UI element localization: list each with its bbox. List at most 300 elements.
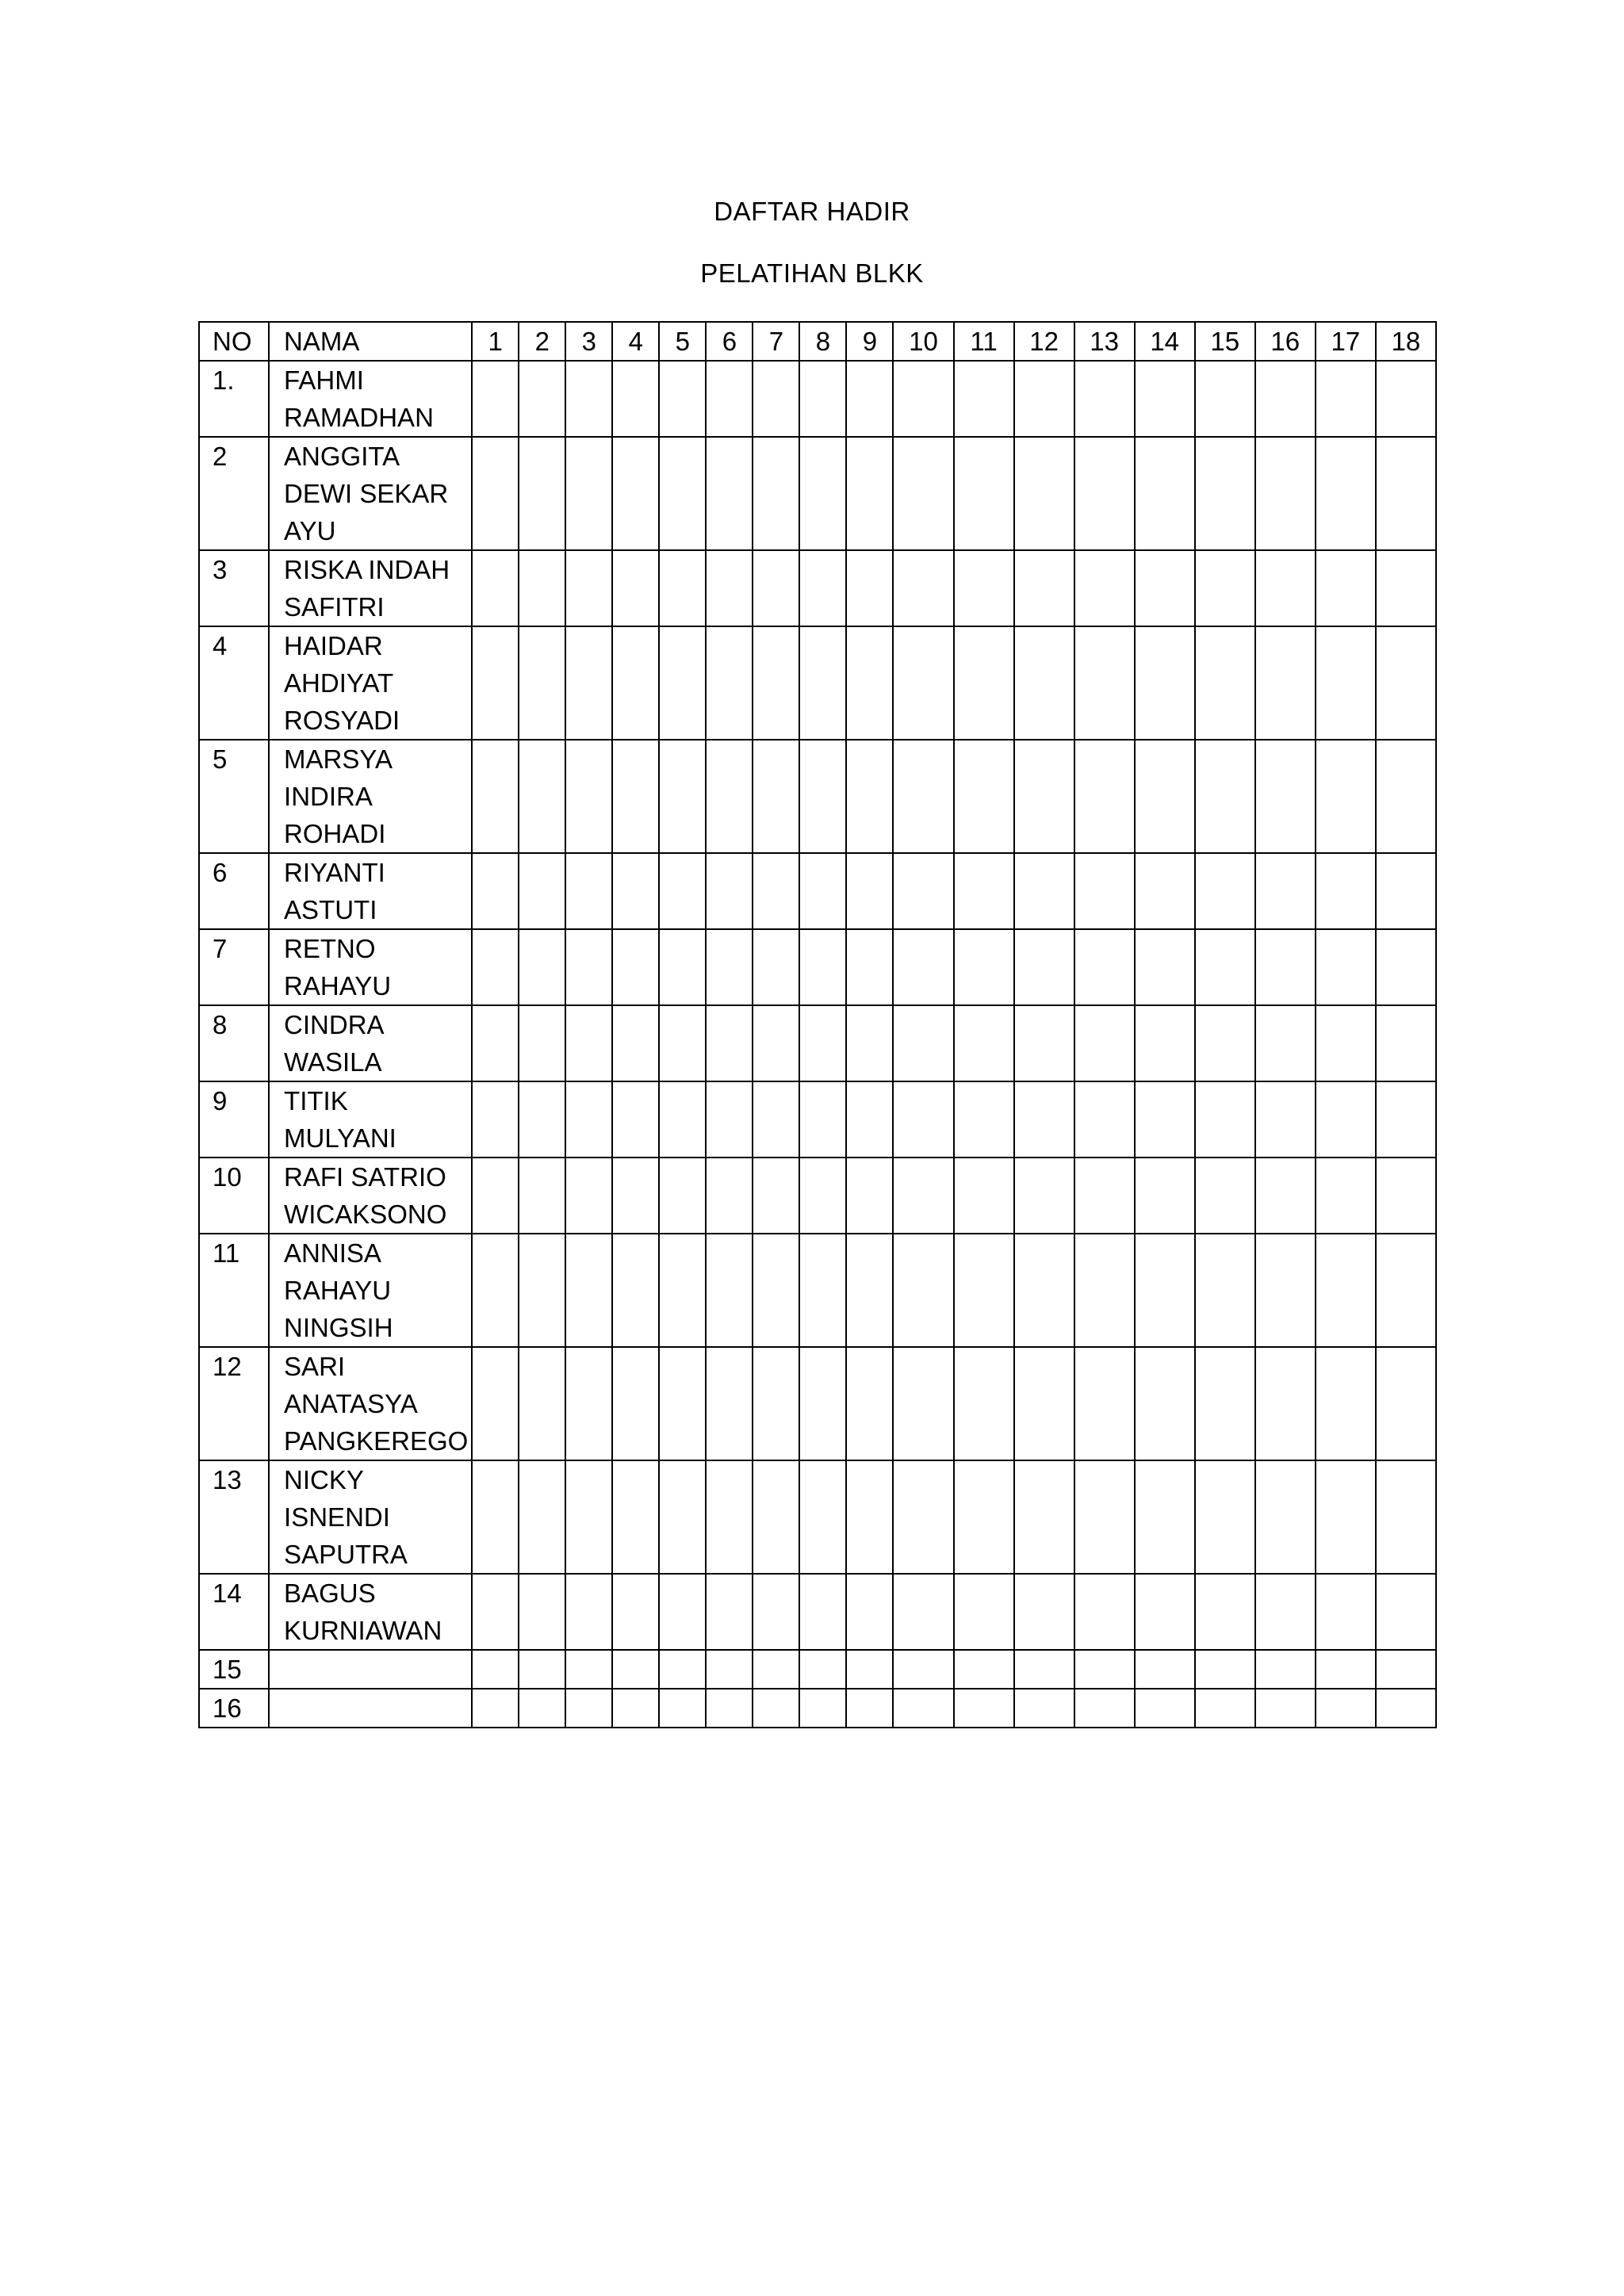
- attendance-cell-day-11[interactable]: [954, 437, 1014, 550]
- attendance-cell-day-2[interactable]: [519, 1081, 565, 1158]
- attendance-cell-day-18[interactable]: [1376, 626, 1436, 740]
- attendance-cell-day-2[interactable]: [519, 1158, 565, 1234]
- attendance-cell-day-8[interactable]: [799, 626, 846, 740]
- attendance-cell-day-14[interactable]: [1135, 1650, 1195, 1689]
- attendance-cell-day-6[interactable]: [706, 626, 753, 740]
- attendance-cell-day-12[interactable]: [1014, 1005, 1074, 1081]
- attendance-cell-day-8[interactable]: [799, 550, 846, 626]
- attendance-cell-day-11[interactable]: [954, 1460, 1014, 1574]
- attendance-cell-day-2[interactable]: [519, 1460, 565, 1574]
- attendance-cell-day-3[interactable]: [565, 1574, 612, 1650]
- attendance-cell-day-18[interactable]: [1376, 1650, 1436, 1689]
- attendance-cell-day-17[interactable]: [1316, 361, 1376, 437]
- attendance-cell-day-14[interactable]: [1135, 1005, 1195, 1081]
- attendance-cell-day-14[interactable]: [1135, 361, 1195, 437]
- attendance-cell-day-9[interactable]: [846, 1005, 893, 1081]
- attendance-cell-day-17[interactable]: [1316, 1081, 1376, 1158]
- attendance-cell-day-5[interactable]: [659, 437, 706, 550]
- attendance-cell-day-7[interactable]: [753, 1234, 799, 1347]
- attendance-cell-day-12[interactable]: [1014, 1158, 1074, 1234]
- attendance-cell-day-9[interactable]: [846, 1460, 893, 1574]
- attendance-cell-day-18[interactable]: [1376, 1347, 1436, 1460]
- attendance-cell-day-18[interactable]: [1376, 361, 1436, 437]
- attendance-cell-day-15[interactable]: [1195, 853, 1255, 929]
- attendance-cell-day-6[interactable]: [706, 1158, 753, 1234]
- attendance-cell-day-16[interactable]: [1255, 740, 1316, 853]
- attendance-cell-day-2[interactable]: [519, 437, 565, 550]
- attendance-cell-day-4[interactable]: [612, 1460, 659, 1574]
- attendance-cell-day-10[interactable]: [893, 1460, 953, 1574]
- attendance-cell-day-12[interactable]: [1014, 361, 1074, 437]
- attendance-cell-day-13[interactable]: [1074, 1005, 1135, 1081]
- attendance-cell-day-7[interactable]: [753, 929, 799, 1005]
- attendance-cell-day-8[interactable]: [799, 1650, 846, 1689]
- attendance-cell-day-1[interactable]: [472, 1574, 519, 1650]
- header-day-5: 5: [659, 322, 706, 361]
- attendance-cell-day-13[interactable]: [1074, 1689, 1135, 1728]
- attendance-cell-day-7[interactable]: [753, 853, 799, 929]
- attendance-cell-day-17[interactable]: [1316, 1574, 1376, 1650]
- attendance-cell-day-4[interactable]: [612, 853, 659, 929]
- attendance-cell-day-13[interactable]: [1074, 1081, 1135, 1158]
- attendance-cell-day-18[interactable]: [1376, 1234, 1436, 1347]
- attendance-cell-day-18[interactable]: [1376, 1460, 1436, 1574]
- attendance-cell-day-3[interactable]: [565, 550, 612, 626]
- attendance-cell-day-3[interactable]: [565, 1689, 612, 1728]
- attendance-cell-day-11[interactable]: [954, 1005, 1014, 1081]
- attendance-cell-day-17[interactable]: [1316, 437, 1376, 550]
- attendance-cell-day-6[interactable]: [706, 1689, 753, 1728]
- attendance-cell-day-8[interactable]: [799, 1234, 846, 1347]
- attendance-cell-day-6[interactable]: [706, 1005, 753, 1081]
- attendance-cell-day-14[interactable]: [1135, 1234, 1195, 1347]
- attendance-cell-day-17[interactable]: [1316, 929, 1376, 1005]
- attendance-cell-day-12[interactable]: [1014, 740, 1074, 853]
- attendance-cell-day-2[interactable]: [519, 1347, 565, 1460]
- attendance-cell-day-8[interactable]: [799, 1081, 846, 1158]
- attendance-cell-day-14[interactable]: [1135, 1347, 1195, 1460]
- attendance-cell-day-3[interactable]: [565, 929, 612, 1005]
- attendance-cell-day-16[interactable]: [1255, 1347, 1316, 1460]
- attendance-cell-day-9[interactable]: [846, 929, 893, 1005]
- attendance-cell-day-15[interactable]: [1195, 929, 1255, 1005]
- attendance-cell-day-10[interactable]: [893, 1347, 953, 1460]
- attendance-cell-day-14[interactable]: [1135, 1158, 1195, 1234]
- attendance-cell-day-12[interactable]: [1014, 1081, 1074, 1158]
- attendance-cell-day-15[interactable]: [1195, 1234, 1255, 1347]
- attendance-cell-day-10[interactable]: [893, 853, 953, 929]
- attendance-cell-day-5[interactable]: [659, 1234, 706, 1347]
- attendance-cell-day-13[interactable]: [1074, 740, 1135, 853]
- attendance-cell-day-18[interactable]: [1376, 1689, 1436, 1728]
- attendance-cell-day-2[interactable]: [519, 1650, 565, 1689]
- header-day-2: 2: [519, 322, 565, 361]
- attendance-cell-day-15[interactable]: [1195, 1005, 1255, 1081]
- attendance-cell-day-11[interactable]: [954, 1158, 1014, 1234]
- attendance-cell-day-15[interactable]: [1195, 1347, 1255, 1460]
- attendance-cell-day-16[interactable]: [1255, 1234, 1316, 1347]
- attendance-cell-day-4[interactable]: [612, 929, 659, 1005]
- attendance-cell-day-6[interactable]: [706, 1234, 753, 1347]
- attendance-cell-day-12[interactable]: [1014, 626, 1074, 740]
- attendance-cell-day-4[interactable]: [612, 361, 659, 437]
- attendance-cell-day-7[interactable]: [753, 740, 799, 853]
- attendance-cell-day-5[interactable]: [659, 550, 706, 626]
- attendance-cell-day-1[interactable]: [472, 1689, 519, 1728]
- attendance-cell-day-7[interactable]: [753, 361, 799, 437]
- attendance-cell-day-9[interactable]: [846, 1574, 893, 1650]
- attendance-cell-day-12[interactable]: [1014, 1347, 1074, 1460]
- attendance-cell-day-7[interactable]: [753, 626, 799, 740]
- attendance-cell-day-14[interactable]: [1135, 1460, 1195, 1574]
- attendance-cell-day-18[interactable]: [1376, 853, 1436, 929]
- attendance-cell-day-11[interactable]: [954, 1081, 1014, 1158]
- attendance-cell-day-13[interactable]: [1074, 626, 1135, 740]
- row-number: 14: [199, 1574, 269, 1650]
- attendance-cell-day-14[interactable]: [1135, 929, 1195, 1005]
- attendance-cell-day-16[interactable]: [1255, 437, 1316, 550]
- attendance-cell-day-6[interactable]: [706, 740, 753, 853]
- attendance-cell-day-4[interactable]: [612, 1158, 659, 1234]
- attendance-cell-day-5[interactable]: [659, 1005, 706, 1081]
- attendance-cell-day-4[interactable]: [612, 1689, 659, 1728]
- attendance-cell-day-16[interactable]: [1255, 626, 1316, 740]
- attendance-cell-day-9[interactable]: [846, 1689, 893, 1728]
- attendance-cell-day-9[interactable]: [846, 550, 893, 626]
- attendance-cell-day-6[interactable]: [706, 1081, 753, 1158]
- attendance-cell-day-11[interactable]: [954, 1234, 1014, 1347]
- attendance-cell-day-14[interactable]: [1135, 853, 1195, 929]
- attendance-cell-day-1[interactable]: [472, 1005, 519, 1081]
- attendance-cell-day-5[interactable]: [659, 1158, 706, 1234]
- attendance-cell-day-4[interactable]: [612, 1005, 659, 1081]
- attendance-cell-day-4[interactable]: [612, 1347, 659, 1460]
- attendance-cell-day-17[interactable]: [1316, 1347, 1376, 1460]
- attendance-cell-day-3[interactable]: [565, 1460, 612, 1574]
- attendance-cell-day-12[interactable]: [1014, 1650, 1074, 1689]
- attendance-cell-day-14[interactable]: [1135, 1081, 1195, 1158]
- attendance-cell-day-4[interactable]: [612, 1234, 659, 1347]
- attendance-cell-day-17[interactable]: [1316, 1650, 1376, 1689]
- attendance-cell-day-11[interactable]: [954, 853, 1014, 929]
- attendance-cell-day-15[interactable]: [1195, 1689, 1255, 1728]
- attendance-cell-day-17[interactable]: [1316, 1234, 1376, 1347]
- attendance-cell-day-1[interactable]: [472, 361, 519, 437]
- attendance-cell-day-10[interactable]: [893, 1158, 953, 1234]
- attendance-cell-day-15[interactable]: [1195, 1574, 1255, 1650]
- attendance-cell-day-9[interactable]: [846, 1081, 893, 1158]
- attendance-cell-day-3[interactable]: [565, 1158, 612, 1234]
- attendance-cell-day-3[interactable]: [565, 1005, 612, 1081]
- attendance-cell-day-16[interactable]: [1255, 550, 1316, 626]
- attendance-cell-day-16[interactable]: [1255, 1158, 1316, 1234]
- attendance-cell-day-17[interactable]: [1316, 1158, 1376, 1234]
- attendance-cell-day-2[interactable]: [519, 1005, 565, 1081]
- attendance-cell-day-6[interactable]: [706, 1460, 753, 1574]
- attendance-cell-day-12[interactable]: [1014, 1689, 1074, 1728]
- attendance-cell-day-3[interactable]: [565, 1234, 612, 1347]
- attendance-cell-day-10[interactable]: [893, 1574, 953, 1650]
- attendance-cell-day-13[interactable]: [1074, 1574, 1135, 1650]
- row-number: 7: [199, 929, 269, 1005]
- attendance-cell-day-2[interactable]: [519, 1234, 565, 1347]
- attendance-cell-day-14[interactable]: [1135, 1689, 1195, 1728]
- attendance-cell-day-6[interactable]: [706, 929, 753, 1005]
- attendance-cell-day-1[interactable]: [472, 626, 519, 740]
- attendance-cell-day-3[interactable]: [565, 853, 612, 929]
- attendance-cell-day-16[interactable]: [1255, 1005, 1316, 1081]
- attendance-cell-day-10[interactable]: [893, 740, 953, 853]
- attendance-cell-day-16[interactable]: [1255, 1689, 1316, 1728]
- attendance-cell-day-16[interactable]: [1255, 1460, 1316, 1574]
- attendance-cell-day-5[interactable]: [659, 1347, 706, 1460]
- attendance-cell-day-1[interactable]: [472, 740, 519, 853]
- attendance-cell-day-1[interactable]: [472, 1081, 519, 1158]
- attendance-cell-day-10[interactable]: [893, 437, 953, 550]
- attendance-cell-day-8[interactable]: [799, 853, 846, 929]
- attendance-cell-day-10[interactable]: [893, 929, 953, 1005]
- attendance-cell-day-5[interactable]: [659, 1081, 706, 1158]
- attendance-cell-day-14[interactable]: [1135, 1574, 1195, 1650]
- attendance-cell-day-10[interactable]: [893, 1005, 953, 1081]
- attendance-cell-day-8[interactable]: [799, 1574, 846, 1650]
- attendance-cell-day-1[interactable]: [472, 437, 519, 550]
- attendance-cell-day-7[interactable]: [753, 550, 799, 626]
- attendance-cell-day-11[interactable]: [954, 1650, 1014, 1689]
- attendance-cell-day-2[interactable]: [519, 361, 565, 437]
- attendance-cell-day-10[interactable]: [893, 1650, 953, 1689]
- attendance-cell-day-11[interactable]: [954, 550, 1014, 626]
- attendance-cell-day-2[interactable]: [519, 550, 565, 626]
- attendance-cell-day-3[interactable]: [565, 1650, 612, 1689]
- attendance-cell-day-3[interactable]: [565, 740, 612, 853]
- attendance-cell-day-8[interactable]: [799, 361, 846, 437]
- attendance-cell-day-11[interactable]: [954, 929, 1014, 1005]
- attendance-cell-day-17[interactable]: [1316, 853, 1376, 929]
- attendance-cell-day-6[interactable]: [706, 1650, 753, 1689]
- attendance-cell-day-18[interactable]: [1376, 1158, 1436, 1234]
- attendance-cell-day-7[interactable]: [753, 1574, 799, 1650]
- attendance-cell-day-9[interactable]: [846, 1158, 893, 1234]
- attendance-cell-day-2[interactable]: [519, 853, 565, 929]
- attendance-cell-day-17[interactable]: [1316, 740, 1376, 853]
- attendance-cell-day-4[interactable]: [612, 1081, 659, 1158]
- attendance-cell-day-4[interactable]: [612, 740, 659, 853]
- attendance-cell-day-11[interactable]: [954, 361, 1014, 437]
- attendance-cell-day-3[interactable]: [565, 1347, 612, 1460]
- attendance-cell-day-18[interactable]: [1376, 1081, 1436, 1158]
- attendance-cell-day-2[interactable]: [519, 929, 565, 1005]
- header-day-16: 16: [1255, 322, 1316, 361]
- attendance-cell-day-13[interactable]: [1074, 1650, 1135, 1689]
- attendance-cell-day-16[interactable]: [1255, 1081, 1316, 1158]
- attendance-cell-day-12[interactable]: [1014, 853, 1074, 929]
- attendance-cell-day-13[interactable]: [1074, 853, 1135, 929]
- attendance-cell-day-8[interactable]: [799, 1158, 846, 1234]
- document-title: DAFTAR HADIR: [714, 197, 910, 226]
- attendance-cell-day-6[interactable]: [706, 1347, 753, 1460]
- attendance-cell-day-9[interactable]: [846, 853, 893, 929]
- attendance-cell-day-13[interactable]: [1074, 437, 1135, 550]
- attendance-cell-day-13[interactable]: [1074, 929, 1135, 1005]
- attendance-cell-day-13[interactable]: [1074, 1158, 1135, 1234]
- attendance-cell-day-15[interactable]: [1195, 1158, 1255, 1234]
- attendance-cell-day-17[interactable]: [1316, 1460, 1376, 1574]
- attendance-cell-day-7[interactable]: [753, 1689, 799, 1728]
- attendance-cell-day-12[interactable]: [1014, 929, 1074, 1005]
- attendance-cell-day-18[interactable]: [1376, 550, 1436, 626]
- attendance-cell-day-15[interactable]: [1195, 1650, 1255, 1689]
- attendance-cell-day-4[interactable]: [612, 550, 659, 626]
- attendance-cell-day-17[interactable]: [1316, 550, 1376, 626]
- attendance-cell-day-2[interactable]: [519, 740, 565, 853]
- attendance-cell-day-2[interactable]: [519, 1574, 565, 1650]
- table-row: [199, 550, 1436, 626]
- attendance-cell-day-1[interactable]: [472, 1347, 519, 1460]
- attendance-cell-day-1[interactable]: [472, 550, 519, 626]
- attendance-cell-day-14[interactable]: [1135, 626, 1195, 740]
- participant-name: CINDRA WASILA: [269, 1005, 472, 1081]
- attendance-cell-day-15[interactable]: [1195, 437, 1255, 550]
- attendance-cell-day-5[interactable]: [659, 1574, 706, 1650]
- attendance-cell-day-15[interactable]: [1195, 740, 1255, 853]
- attendance-cell-day-4[interactable]: [612, 437, 659, 550]
- attendance-cell-day-14[interactable]: [1135, 550, 1195, 626]
- attendance-cell-day-18[interactable]: [1376, 740, 1436, 853]
- attendance-cell-day-10[interactable]: [893, 1081, 953, 1158]
- attendance-cell-day-5[interactable]: [659, 1650, 706, 1689]
- attendance-cell-day-7[interactable]: [753, 1005, 799, 1081]
- participant-name: SARI ANATASYA PANGKEREGO: [269, 1347, 472, 1460]
- attendance-cell-day-1[interactable]: [472, 1158, 519, 1234]
- attendance-cell-day-12[interactable]: [1014, 437, 1074, 550]
- attendance-cell-day-9[interactable]: [846, 740, 893, 853]
- attendance-cell-day-9[interactable]: [846, 626, 893, 740]
- attendance-cell-day-5[interactable]: [659, 361, 706, 437]
- attendance-cell-day-13[interactable]: [1074, 1460, 1135, 1574]
- attendance-cell-day-11[interactable]: [954, 626, 1014, 740]
- attendance-cell-day-11[interactable]: [954, 1689, 1014, 1728]
- attendance-cell-day-4[interactable]: [612, 626, 659, 740]
- participant-name: ANNISA RAHAYU NINGSIH: [269, 1234, 472, 1347]
- attendance-cell-day-11[interactable]: [954, 1574, 1014, 1650]
- attendance-cell-day-8[interactable]: [799, 1460, 846, 1574]
- attendance-cell-day-10[interactable]: [893, 626, 953, 740]
- attendance-cell-day-13[interactable]: [1074, 1234, 1135, 1347]
- attendance-cell-day-9[interactable]: [846, 437, 893, 550]
- attendance-cell-day-4[interactable]: [612, 1574, 659, 1650]
- row-number: 9: [199, 1081, 269, 1158]
- attendance-cell-day-15[interactable]: [1195, 1460, 1255, 1574]
- attendance-cell-day-1[interactable]: [472, 853, 519, 929]
- attendance-cell-day-6[interactable]: [706, 550, 753, 626]
- attendance-cell-day-16[interactable]: [1255, 361, 1316, 437]
- attendance-cell-day-16[interactable]: [1255, 929, 1316, 1005]
- attendance-cell-day-7[interactable]: [753, 1081, 799, 1158]
- attendance-cell-day-6[interactable]: [706, 853, 753, 929]
- attendance-cell-day-4[interactable]: [612, 1650, 659, 1689]
- attendance-cell-day-5[interactable]: [659, 929, 706, 1005]
- attendance-cell-day-18[interactable]: [1376, 929, 1436, 1005]
- attendance-cell-day-12[interactable]: [1014, 1234, 1074, 1347]
- attendance-cell-day-11[interactable]: [954, 740, 1014, 853]
- attendance-cell-day-7[interactable]: [753, 1347, 799, 1460]
- attendance-cell-day-5[interactable]: [659, 1460, 706, 1574]
- attendance-cell-day-8[interactable]: [799, 740, 846, 853]
- attendance-cell-day-3[interactable]: [565, 361, 612, 437]
- attendance-cell-day-7[interactable]: [753, 1650, 799, 1689]
- attendance-cell-day-15[interactable]: [1195, 550, 1255, 626]
- table-row: [199, 361, 1436, 437]
- attendance-cell-day-13[interactable]: [1074, 361, 1135, 437]
- attendance-cell-day-7[interactable]: [753, 1460, 799, 1574]
- attendance-cell-day-6[interactable]: [706, 361, 753, 437]
- attendance-cell-day-15[interactable]: [1195, 361, 1255, 437]
- attendance-cell-day-3[interactable]: [565, 437, 612, 550]
- attendance-cell-day-9[interactable]: [846, 1650, 893, 1689]
- attendance-cell-day-3[interactable]: [565, 626, 612, 740]
- attendance-cell-day-8[interactable]: [799, 1005, 846, 1081]
- attendance-cell-day-12[interactable]: [1014, 1460, 1074, 1574]
- attendance-cell-day-2[interactable]: [519, 626, 565, 740]
- attendance-cell-day-5[interactable]: [659, 740, 706, 853]
- attendance-cell-day-9[interactable]: [846, 1234, 893, 1347]
- attendance-cell-day-5[interactable]: [659, 853, 706, 929]
- attendance-cell-day-8[interactable]: [799, 1689, 846, 1728]
- attendance-cell-day-16[interactable]: [1255, 1574, 1316, 1650]
- attendance-cell-day-10[interactable]: [893, 361, 953, 437]
- attendance-cell-day-17[interactable]: [1316, 1689, 1376, 1728]
- attendance-cell-day-11[interactable]: [954, 1347, 1014, 1460]
- attendance-cell-day-18[interactable]: [1376, 1005, 1436, 1081]
- attendance-cell-day-15[interactable]: [1195, 626, 1255, 740]
- attendance-cell-day-1[interactable]: [472, 1234, 519, 1347]
- attendance-cell-day-1[interactable]: [472, 1650, 519, 1689]
- attendance-cell-day-14[interactable]: [1135, 740, 1195, 853]
- attendance-cell-day-16[interactable]: [1255, 1650, 1316, 1689]
- attendance-cell-day-13[interactable]: [1074, 550, 1135, 626]
- attendance-cell-day-13[interactable]: [1074, 1347, 1135, 1460]
- attendance-cell-day-1[interactable]: [472, 929, 519, 1005]
- attendance-cell-day-18[interactable]: [1376, 437, 1436, 550]
- attendance-cell-day-16[interactable]: [1255, 853, 1316, 929]
- attendance-cell-day-9[interactable]: [846, 361, 893, 437]
- attendance-cell-day-12[interactable]: [1014, 550, 1074, 626]
- attendance-cell-day-12[interactable]: [1014, 1574, 1074, 1650]
- attendance-cell-day-10[interactable]: [893, 1234, 953, 1347]
- attendance-cell-day-7[interactable]: [753, 1158, 799, 1234]
- attendance-cell-day-7[interactable]: [753, 437, 799, 550]
- attendance-cell-day-18[interactable]: [1376, 1574, 1436, 1650]
- attendance-cell-day-10[interactable]: [893, 1689, 953, 1728]
- attendance-cell-day-9[interactable]: [846, 1347, 893, 1460]
- attendance-cell-day-3[interactable]: [565, 1081, 612, 1158]
- attendance-cell-day-1[interactable]: [472, 1460, 519, 1574]
- attendance-cell-day-8[interactable]: [799, 437, 846, 550]
- attendance-cell-day-17[interactable]: [1316, 1005, 1376, 1081]
- attendance-cell-day-6[interactable]: [706, 437, 753, 550]
- attendance-cell-day-14[interactable]: [1135, 437, 1195, 550]
- attendance-cell-day-2[interactable]: [519, 1689, 565, 1728]
- attendance-cell-day-5[interactable]: [659, 1689, 706, 1728]
- attendance-cell-day-5[interactable]: [659, 626, 706, 740]
- attendance-cell-day-15[interactable]: [1195, 1081, 1255, 1158]
- attendance-cell-day-17[interactable]: [1316, 626, 1376, 740]
- attendance-cell-day-6[interactable]: [706, 1574, 753, 1650]
- attendance-cell-day-8[interactable]: [799, 929, 846, 1005]
- attendance-cell-day-10[interactable]: [893, 550, 953, 626]
- attendance-cell-day-8[interactable]: [799, 1347, 846, 1460]
